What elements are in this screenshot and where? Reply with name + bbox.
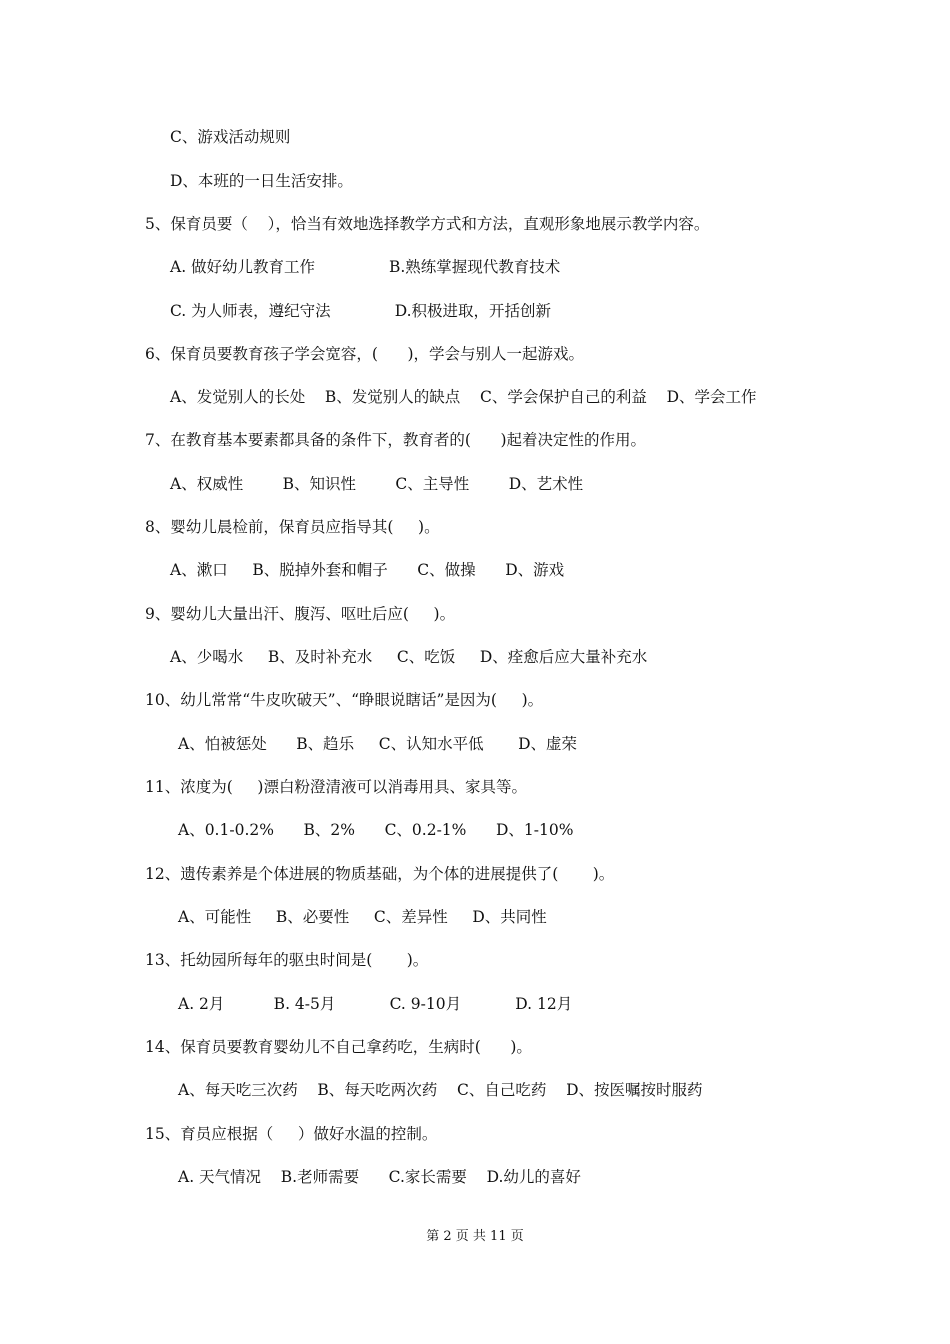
- option-line: A、权威性 B、知识性 C、主导性 D、艺术性: [170, 475, 584, 493]
- option-line: A. 2月 B. 4-5月 C. 9-10月 D. 12月: [178, 995, 573, 1013]
- option-line: A、可能性 B、必要性 C、差异性 D、共同性: [178, 908, 547, 926]
- option-line: A. 做好幼儿教育工作 B.熟练掌握现代教育技术: [170, 258, 561, 276]
- option-line: C. 为人师表，遵纪守法 D.积极进取，开括创新: [170, 302, 552, 320]
- question-line: 15、育员应根据（ ）做好水温的控制。: [145, 1125, 438, 1143]
- option-line: A、0.1-0.2% B、2% C、0.2-1% D、1-10%: [178, 821, 574, 839]
- question-line: 7、在教育基本要素都具备的条件下，教育者的( )起着决定性的作用。: [145, 431, 647, 449]
- option-line: A、漱口 B、脱掉外套和帽子 C、做操 D、游戏: [170, 561, 565, 579]
- question-line: 14、保育员要教育婴幼儿不自己拿药吃，生病时( )。: [145, 1038, 532, 1056]
- page-footer: 第 2 页 共 11 页: [426, 1229, 524, 1244]
- option-line: A、发觉别人的长处 B、发觉别人的缺点 C、学会保护自己的利益 D、学会工作: [170, 388, 757, 406]
- option-line: A、怕被惩处 B、趋乐 C、认知水平低 D、虚荣: [178, 735, 578, 753]
- question-line: 6、保育员要教育孩子学会宽容，( )，学会与别人一起游戏。: [145, 345, 585, 363]
- option-line: A、少喝水 B、及时补充水 C、吃饭 D、痊愈后应大量补充水: [170, 648, 648, 666]
- question-line: 12、遗传素养是个体进展的物质基础，为个体的进展提供了( )。: [145, 865, 615, 883]
- question-line: 13、托幼园所每年的驱虫时间是( )。: [145, 951, 429, 969]
- option-line: A、每天吃三次药 B、每天吃两次药 C、自己吃药 D、按医嘱按时服药: [178, 1081, 703, 1099]
- option-line: C、游戏活动规则: [170, 128, 291, 146]
- question-line: 9、婴幼儿大量出汗、腹泻、呕吐后应( )。: [145, 605, 456, 623]
- question-line: 8、婴幼儿晨检前，保育员应指导其( )。: [145, 518, 440, 536]
- option-line: D、本班的一日生活安排。: [170, 172, 353, 190]
- question-line: 5、保育员要（ ），恰当有效地选择教学方式和方法，直观形象地展示教学内容。: [145, 215, 710, 233]
- option-line: A. 天气情况 B.老师需要 C.家长需要 D.幼儿的喜好: [178, 1168, 581, 1186]
- question-line: 10、幼儿常常“牛皮吹破天”、“睁眼说瞎话”是因为( )。: [145, 691, 544, 709]
- question-line: 11、浓度为( )漂白粉澄清液可以消毒用具、家具等。: [145, 778, 527, 796]
